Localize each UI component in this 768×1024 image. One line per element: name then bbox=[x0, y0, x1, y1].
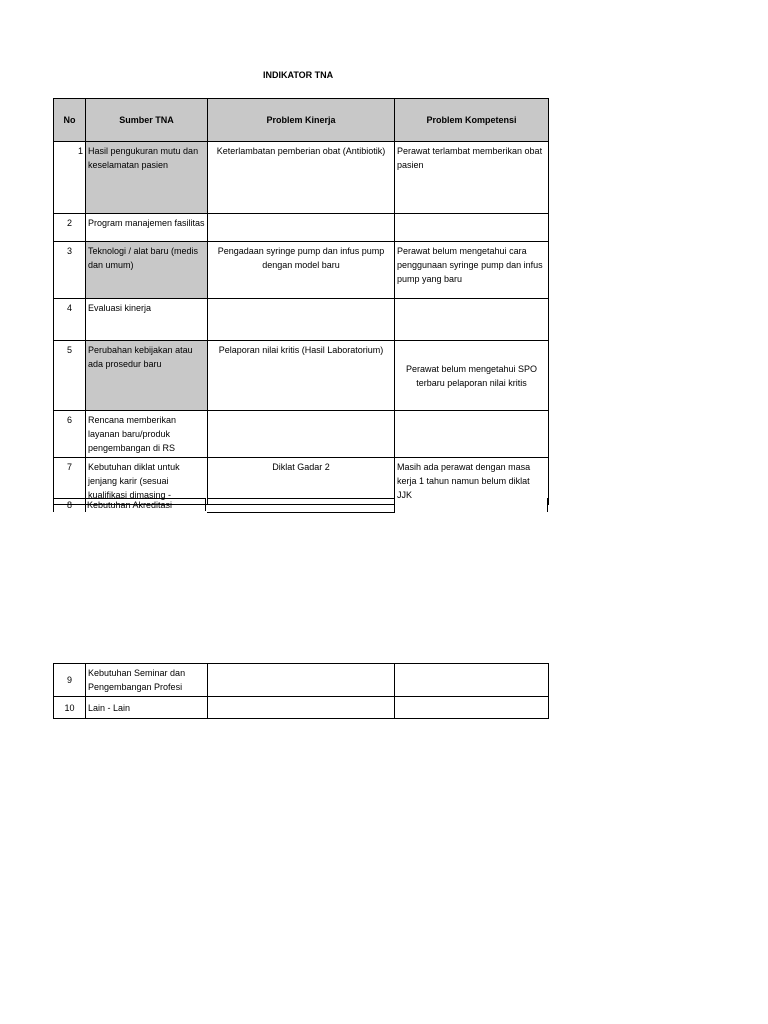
document-title: INDIKATOR TNA bbox=[263, 70, 334, 80]
row-kompetensi: Masih ada perawat dengan masa kerja 1 tahun namun belum diklat JJK bbox=[395, 458, 549, 505]
row-kompetensi bbox=[395, 664, 549, 697]
row-kompetensi: Perawat belum mengetahui SPO terbaru pelaporan nilai kritis bbox=[395, 341, 549, 411]
header-no: No bbox=[54, 99, 86, 142]
row-kinerja bbox=[208, 411, 395, 458]
row-8-cell-no bbox=[53, 498, 86, 512]
row-no: 5 bbox=[54, 341, 86, 411]
row-no: 10 bbox=[54, 697, 86, 719]
row-no: 2 bbox=[54, 214, 86, 242]
row-kinerja: Diklat Gadar 2 bbox=[208, 458, 395, 505]
row-sumber: Hasil pengukuran mutu dan keselamatan pasien bbox=[86, 142, 208, 214]
row-kinerja bbox=[208, 299, 395, 341]
row-8-cell-kinerja bbox=[207, 498, 395, 513]
tna-table bbox=[53, 98, 549, 505]
row-sumber: Kebutuhan diklat untuk jenjang karir (sesuai kualifikasi dimasing - bbox=[86, 458, 208, 505]
table-row bbox=[54, 664, 549, 697]
row-kompetensi: Perawat terlambat memberikan obat pasien bbox=[395, 142, 549, 214]
tna-table-continued bbox=[53, 663, 549, 719]
table-row bbox=[54, 411, 549, 458]
table-row bbox=[54, 242, 549, 299]
table-row bbox=[54, 214, 549, 242]
row-kompetensi bbox=[395, 299, 549, 341]
row-kompetensi bbox=[395, 697, 549, 719]
row-kinerja bbox=[208, 214, 395, 242]
row-sumber: Program manajemen fasilitas bbox=[86, 214, 208, 242]
row-8-cell-sumber bbox=[85, 498, 206, 511]
table-row bbox=[54, 299, 549, 341]
row-sumber: Rencana memberikan layanan baru/produk pengembangan di RS bbox=[86, 411, 208, 458]
row-sumber: Kebutuhan Akreditasi bbox=[87, 500, 173, 510]
row-no: 8 bbox=[66, 500, 72, 510]
header-sumber: Sumber TNA bbox=[86, 99, 208, 142]
row-sumber: Lain - Lain bbox=[86, 697, 208, 719]
row-kinerja: Pengadaan syringe pump dan infus pump dengan model baru bbox=[208, 242, 395, 299]
table-row bbox=[54, 142, 549, 214]
table-row bbox=[54, 341, 549, 411]
row-sumber: Evaluasi kinerja bbox=[86, 299, 208, 341]
row-kinerja bbox=[208, 664, 395, 697]
row-kinerja: Keterlambatan pemberian obat (Antibiotik) bbox=[208, 142, 395, 214]
row-kompetensi: Perawat belum mengetahui cara penggunaan syringe pump dan infus pump yang baru bbox=[395, 242, 549, 299]
row-kompetensi bbox=[395, 411, 549, 458]
row-no: 3 bbox=[54, 242, 86, 299]
header-kinerja: Problem Kinerja bbox=[208, 99, 395, 142]
row-no: 4 bbox=[54, 299, 86, 341]
row-sumber: Perubahan kebijakan atau ada prosedur baru bbox=[86, 341, 208, 411]
row-no: 1 bbox=[54, 142, 86, 214]
row-sumber: Teknologi / alat baru (medis dan umum) bbox=[86, 242, 208, 299]
row-8-cell-kompetensi-edge bbox=[547, 498, 548, 512]
row-no: 6 bbox=[54, 411, 86, 458]
row-no: 7 bbox=[54, 458, 86, 505]
row-kinerja bbox=[208, 697, 395, 719]
header-kompetensi: Problem Kompetensi bbox=[395, 99, 549, 142]
table-header-row bbox=[54, 99, 549, 142]
row-kinerja: Pelaporan nilai kritis (Hasil Laboratorium) bbox=[208, 341, 395, 411]
row-sumber: Kebutuhan Seminar dan Pengembangan Profesi bbox=[86, 664, 208, 697]
row-kompetensi bbox=[395, 214, 549, 242]
row-no: 9 bbox=[54, 664, 86, 697]
table-row bbox=[54, 697, 549, 719]
